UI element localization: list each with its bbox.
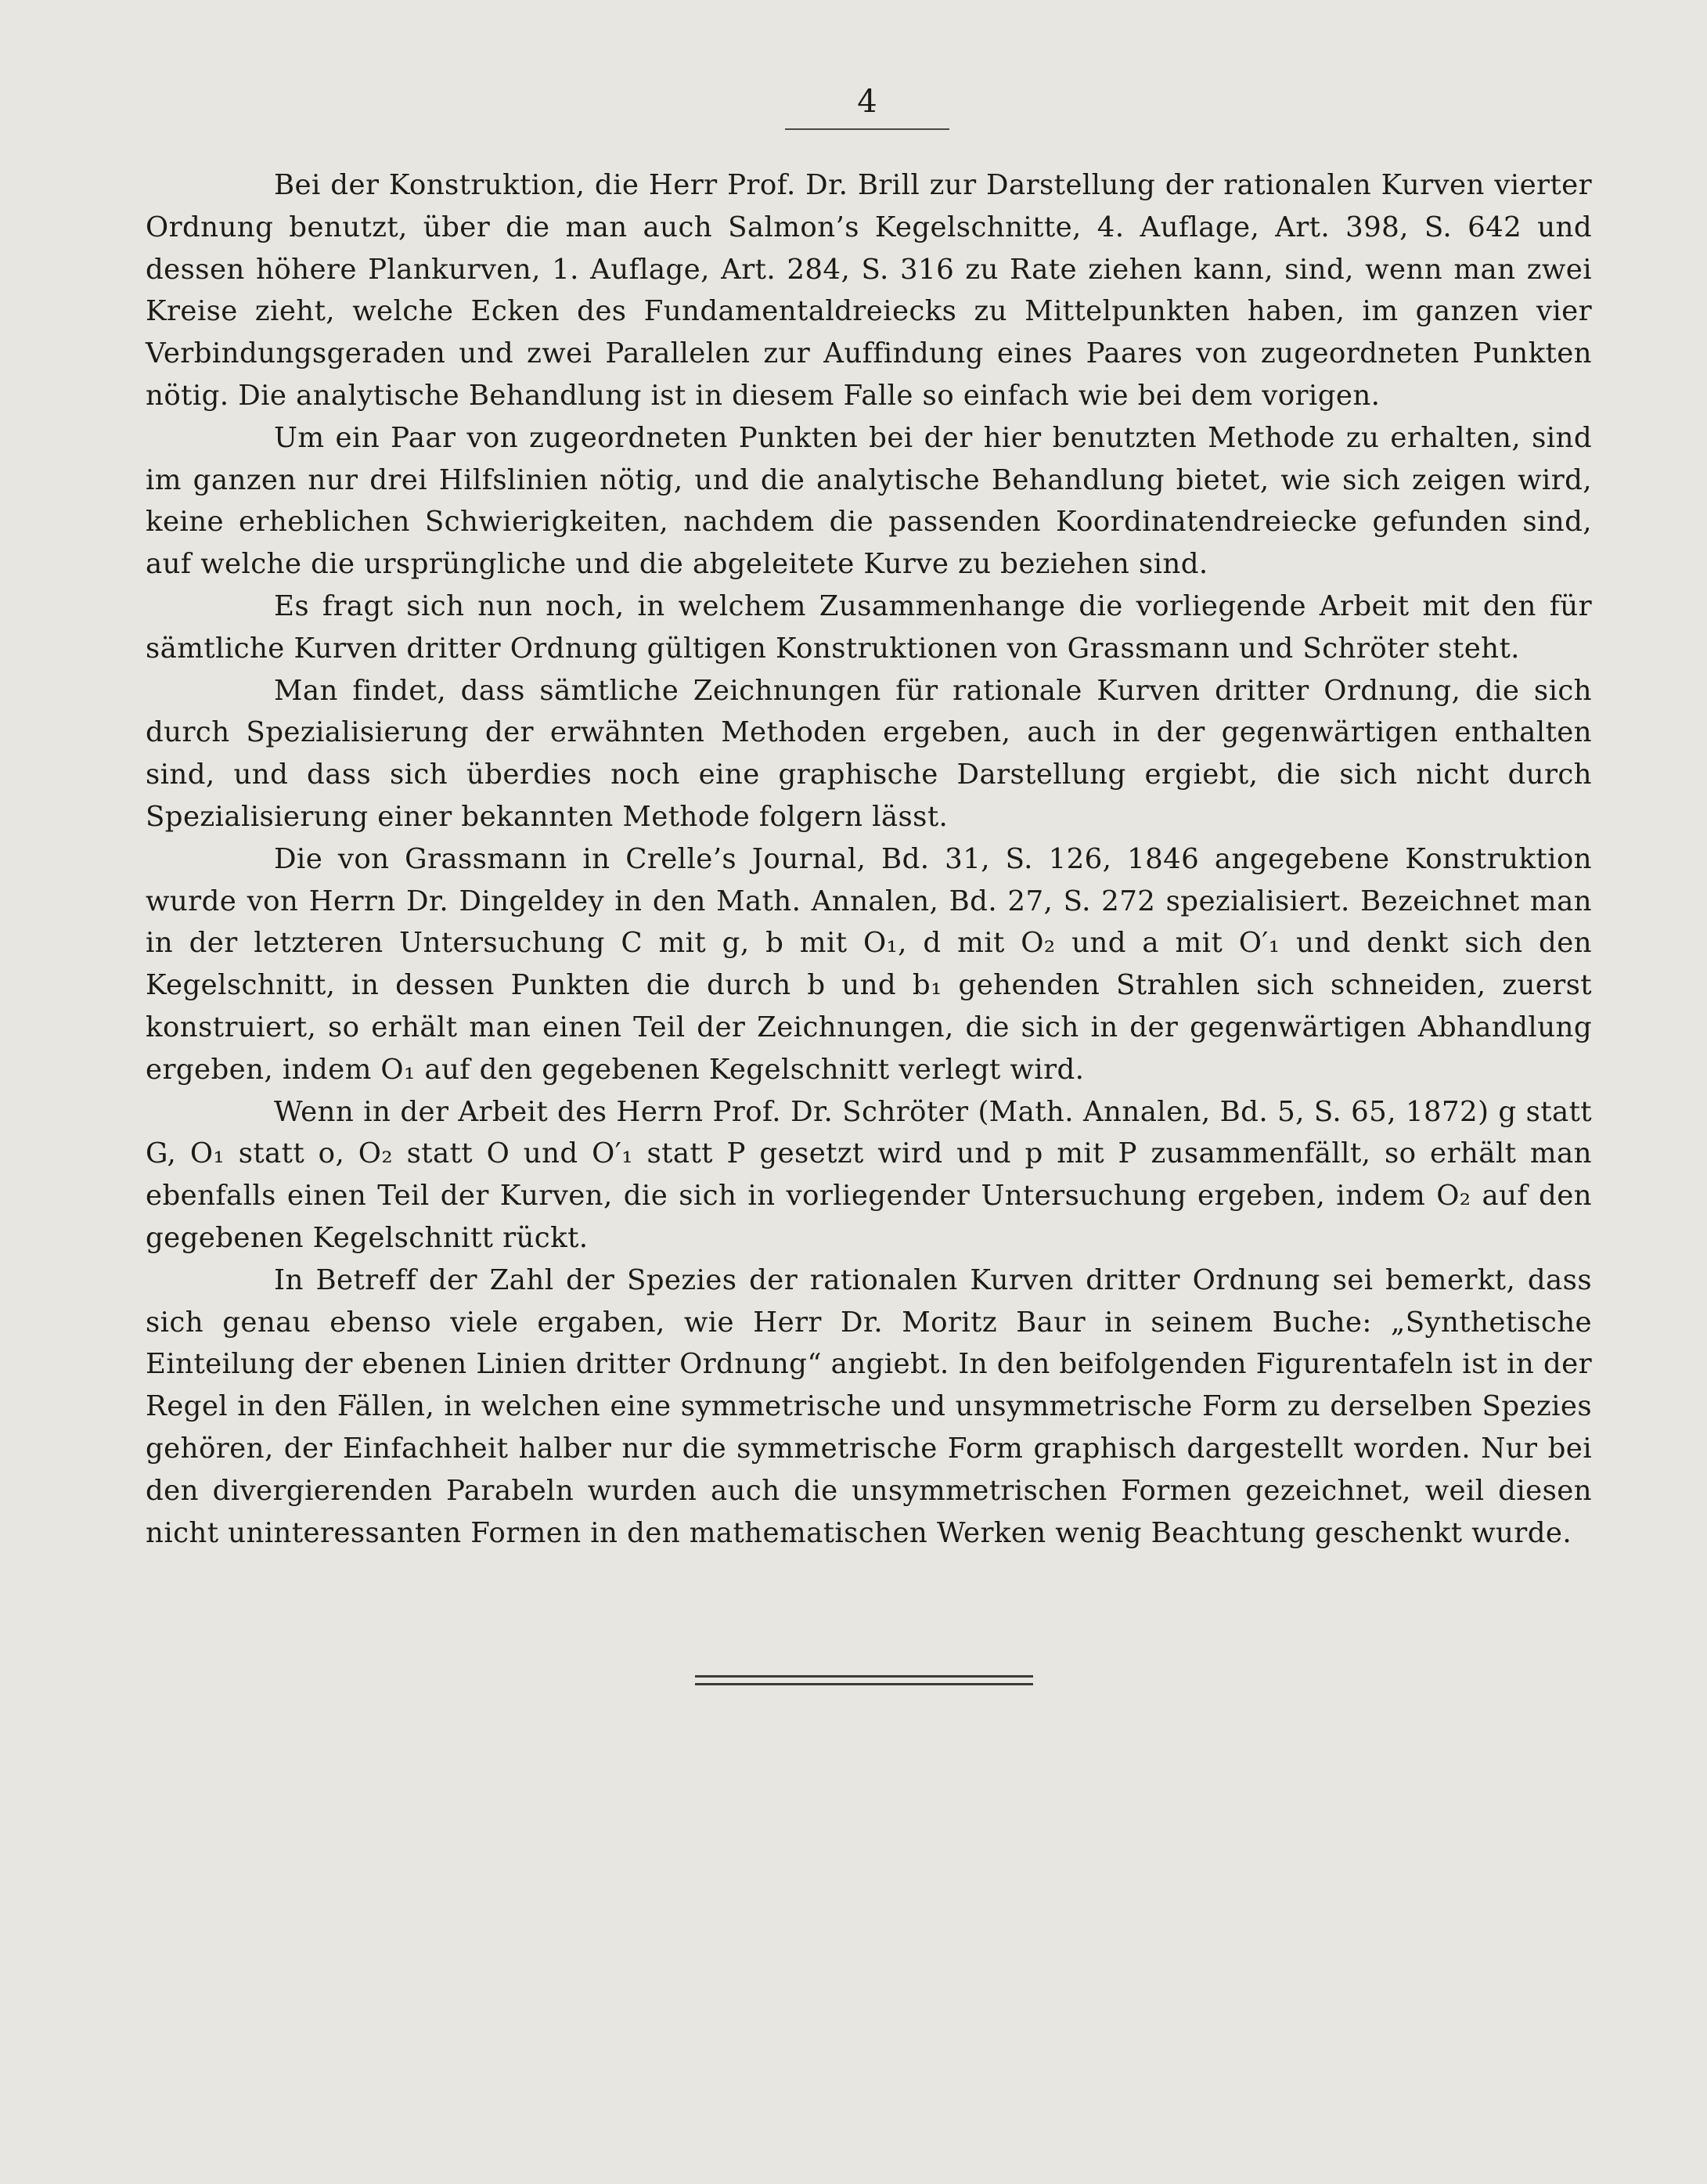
paragraph-6: Wenn in der Arbeit des Herrn Prof. Dr. Schröter (Math. Annalen, Bd. 5, S. 65, 1872) g statt G, O₁ statt o, O₂ statt O und O′₁ statt P gesetzt wird und p mit P zusammenfällt, so erhält man ebenfalls einen Teil der Kurven, die sich in vorliegender Untersuchung ergeben, indem O₂ auf den gegebenen Kegelschnitt rückt. [146,1095,1592,1254]
end-rule-top [695,1675,1033,1678]
header-rule [785,128,949,130]
paragraph-4: Man findet, dass sämtliche Zeichnungen für rationale Kurven dritter Ordnung, die sich durch Spezialisierung der erwähnten Methoden ergeben, auch in der gegenwärtigen enthalten sind, und dass sich überdies noch eine graphische Darstellung ergiebt, die sich nicht durch Spezialisierung einer bekannten Methode folgern lässt. [146,674,1592,833]
paragraph-5: Die von Grassmann in Crelle’s Journal, Bd. 31, S. 126, 1846 angegebene Konstruktion wurde von Herrn Dr. Dingeldey in den Math. Annalen, Bd. 27, S. 272 spezialisiert. Bezeichnet man in der letzteren Untersuchung C mit g, b mit O₁, d mit O₂ und a mit O′₁ und denkt sich den Kegelschnitt, in dessen Punkten die durch b und b₁ gehenden Strahlen sich schneiden, zuerst konstruiert, so erhält man einen Teil der Zeichnungen, die sich in der gegenwärtigen Abhandlung ergeben, indem O₁ auf den gegebenen Kegelschnitt verlegt wird. [146,842,1592,1086]
paragraph-7: In Betreff der Zahl der Spezies der rationalen Kurven dritter Ordnung sei bemerkt, dass sich genau ebenso viele ergaben, wie Herr Dr. Moritz Baur in seinem Buche: „Synthetische Einteilung der ebenen Linien dritter Ordnung“ angiebt. In den beifolgenden Figurentafeln ist in der Regel in den Fällen, in welchen eine symmetrische und unsymmetrische Form zu derselben Spezies gehören, der Einfachheit halber nur die symmetrische Form graphisch dargestellt worden. Nur bei den divergierenden Parabeln wurden auch die unsymmetrischen Formen gezeichnet, weil diesen nicht uninteressanten Formen in den mathematischen Werken wenig Beachtung geschenkt wurde. [146,1263,1592,1549]
paragraph-2: Um ein Paar von zugeordneten Punkten bei der hier benutzten Methode zu erhalten, sind im ganzen nur drei Hilfslinien nötig, und die analytische Behandlung bietet, wie sich zeigen wird, keine erheblichen Schwierigkeiten, nachdem die passenden Koordinatendreiecke gefunden sind, auf welche die ursprüngliche und die abgeleitete Kurve zu beziehen sind. [146,421,1592,581]
paragraph-1: Bei der Konstruktion, die Herr Prof. Dr. Brill zur Darstellung der rationalen Kurven vierter Ordnung benutzt, über die man auch Salmon’s Kegelschnitte, 4. Auflage, Art. 398, S. 642 und dessen höhere Plankurven, 1. Auflage, Art. 284, S. 316 zu Rate ziehen kann, sind, wenn man zwei Kreise zieht, welche Ecken des Fundamentaldreiecks zu Mittelpunkten haben, im ganzen vier Verbindungsgeraden und zwei Parallelen zur Auffindung eines Paares von zugeordneten Punkten nötig. Die analytische Behandlung ist in diesem Falle so einfach wie bei dem vorigen. [146,169,1592,412]
page-number: 4 [857,84,877,120]
body-text [146,164,1592,1554]
end-rule-bottom [695,1683,1033,1685]
paragraph-3: Es fragt sich nun noch, in welchem Zusammenhange die vorliegende Arbeit mit den für sämtliche Kurven dritter Ordnung gültigen Konstruktionen von Grassmann und Schröter steht. [146,589,1592,665]
